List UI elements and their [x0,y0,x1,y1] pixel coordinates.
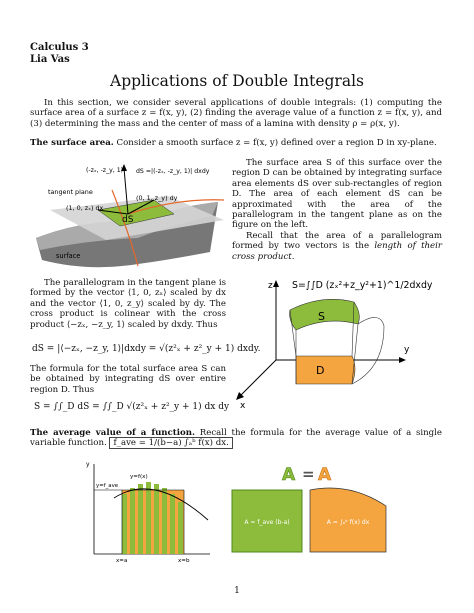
bar [122,494,127,554]
right-paragraph-2-italic: length of their cross product. [232,241,442,262]
surface-area-explanation [232,158,442,262]
xa-label: x=a [116,558,128,564]
area-a-green: A [282,465,296,485]
right-paragraph-1: The surface area S of this surface over the region D can be obtained by integrating surface area elements dS over sub-rectangles of region D. The area of each element dS can be approximated with the area of the parallelogram in the tangent plane as on the figure on the left. [232,158,442,231]
surface-label: surface [56,252,81,260]
bar [170,494,175,554]
average-value-formula: f_ave = 1/(b−a) ∫ₐᵇ f(x) dx. [109,437,232,449]
bar [162,488,167,554]
page-number: 1 [234,586,240,596]
normal-label: (-zₓ, -z_y, 1) [86,167,124,174]
derivation-column [30,278,226,330]
course-name: Calculus 3 [30,42,89,53]
ds-formula-label: dS =|(-zₓ, -z_y, 1)| dxdy [136,168,210,175]
average-value-text: Recall the formula for the average value of a single variable function. [30,428,442,449]
dy-vector-label: (0, 1, z_y) dy [136,194,178,202]
graph-y-label: y [86,461,90,468]
fave-label: y=f_ave [96,483,119,489]
y-arrowhead [399,357,406,363]
average-value-section [30,428,442,449]
area-equality [280,462,340,486]
region-d [296,356,355,384]
z-arrowhead [273,280,279,287]
surface-area-heading: The surface area. [30,138,114,148]
page-title: Applications of Double Integrals [110,72,364,90]
surface-area-integral-label: S=∫∫D (zₓ²+z_y²+1)^1/2dxdy [292,280,433,291]
bar [138,484,143,554]
ds-label: dS [122,215,134,225]
left-paragraph-2: The formula for the total surface area S can be obtained by integrating dS over entire region D. Thus [30,364,226,395]
surface-area-intro [30,138,442,148]
surface-area-lead: Consider a smooth surface z = f(x, y) defined over a region D in xy-plane. [116,138,437,148]
left-paragraph-1: The parallelogram in the tangent plane is formed by the vector ⟨1, 0, zₓ⟩ scaled by dx and the vector ⟨1, 0, z_y⟩ scaled by dy. The cross product is colinear with the cross product ⟨−zₓ, −z_y, 1⟩ scaled by dxdy. Thus [30,278,226,330]
tangent-plane-label: tangent plane [48,188,93,196]
surface-over-region-figure [234,272,444,412]
right-paragraph-2-text: Recall that the area of a parallelogram formed by two vectors is the [232,230,442,252]
tangent-plane-figure [28,160,228,272]
dx-vector-label: (1, 0, zₓ) dx [66,204,104,212]
orange-box-label: A = ∫ₐᵇ f(x) dx [326,519,370,526]
orange-box [310,484,386,552]
intro-paragraph: In this section, we consider several applications of double integrals: (1) computing the surface area of a surface z = f(x, y), (2) finding the average value of a function z = f(x, y), and (3) determining the mass and the center of mass of a lamina with density ρ = ρ(x, y). [30,98,442,129]
ds-equation: dS = |⟨−zₓ, −z_y, 1⟩|dxdy = √(z²ₓ + z²_y + 1) dxdy. [32,344,261,354]
bar [178,502,183,554]
right-paragraph-2 [232,231,442,262]
surface-area-equation: S = ∫∫_D dS = ∫∫_D √(z²ₓ + z²_y + 1) dx dy [34,402,230,412]
xb-label: x=b [178,558,190,564]
green-box [232,490,302,552]
edge-5 [352,317,384,384]
header [30,42,89,66]
bar [154,484,159,554]
z-label: z [268,281,273,291]
y-label: y [404,345,410,355]
curve-label: y=f(x) [130,474,148,480]
x-label: x [240,401,246,411]
area-a-orange: A [318,465,332,485]
green-box-label: A = f_ave (b-a) [244,519,290,526]
author-name: Lia Vas [30,54,70,65]
bar [130,488,135,554]
average-value-heading: The average value of a function. [30,428,195,438]
x-axis [240,360,276,396]
equals-sign: = [302,465,315,483]
s-label: S [318,310,325,323]
average-value-graph [84,458,214,562]
d-label: D [316,364,325,377]
bar [146,482,151,554]
